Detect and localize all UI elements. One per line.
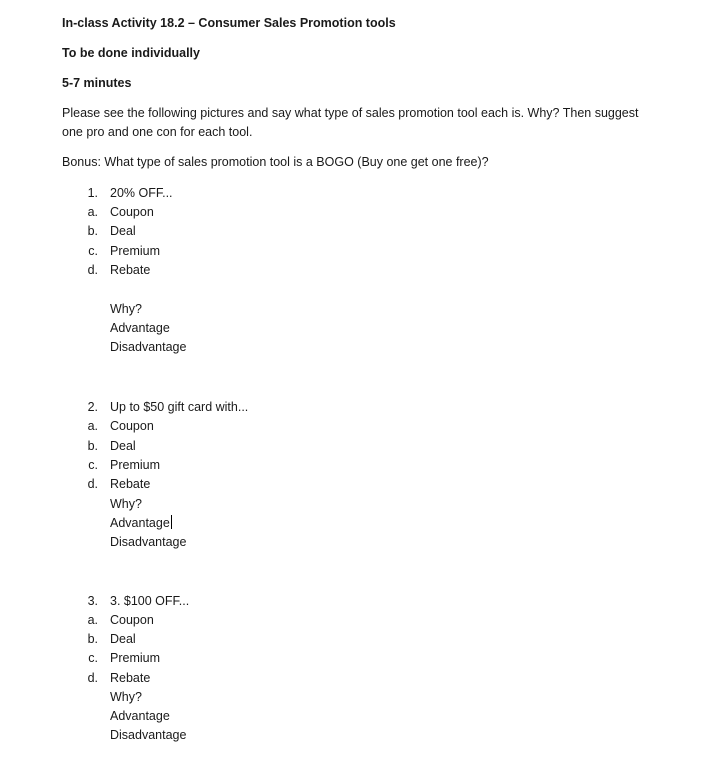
option-letter: b. [87,632,98,646]
question-prompt: Up to $50 gift card with... [110,400,249,414]
option-letter: b. [87,439,98,453]
option-letter: a. [87,419,98,433]
option-coupon: Coupon [110,419,154,433]
instructions-line-1: Please see the following pictures and say what type of sales promotion tool each is. Why? Then suggest [62,106,639,120]
question-number: 1. [87,186,98,200]
disadvantage-prompt: Disadvantage [110,535,187,549]
option-letter: d. [87,263,98,277]
question-prompt: 3. $100 OFF... [110,594,190,608]
disadvantage-prompt: Disadvantage [110,340,187,354]
advantage-prompt: Advantage [110,321,170,335]
question-number: 3. [87,594,98,608]
why-prompt: Why? [110,690,142,704]
why-prompt: Why? [110,302,142,316]
option-letter: b. [87,224,98,238]
document-title: In-class Activity 18.2 – Consumer Sales Promotion tools [62,16,396,30]
question-number: 2. [87,400,98,414]
option-rebate: Rebate [110,477,151,491]
advantage-prompt: Advantage [110,516,170,530]
option-letter: d. [87,477,98,491]
question-prompt: 20% OFF... [110,186,173,200]
option-letter: d. [87,671,98,685]
option-premium: Premium [110,458,161,472]
option-coupon: Coupon [110,205,154,219]
option-letter: a. [87,613,98,627]
instructions-line-2: one pro and one con for each tool. [62,125,253,139]
duration: 5-7 minutes [62,76,132,90]
option-rebate: Rebate [110,671,151,685]
option-premium: Premium [110,244,161,258]
advantage-line[interactable] [110,515,172,531]
option-letter: c. [88,651,98,665]
work-mode: To be done individually [62,46,200,60]
why-prompt: Why? [110,497,142,511]
option-letter: a. [87,205,98,219]
option-letter: c. [88,458,98,472]
advantage-prompt: Advantage [110,709,170,723]
option-deal: Deal [110,439,136,453]
instructions-paragraph [62,104,702,142]
disadvantage-prompt: Disadvantage [110,728,187,742]
text-cursor [171,515,172,529]
bonus-question: Bonus: What type of sales promotion tool is a BOGO (Buy one get one free)? [62,155,489,169]
option-letter: c. [88,244,98,258]
option-premium: Premium [110,651,161,665]
option-deal: Deal [110,224,136,238]
option-deal: Deal [110,632,136,646]
option-rebate: Rebate [110,263,151,277]
option-coupon: Coupon [110,613,154,627]
